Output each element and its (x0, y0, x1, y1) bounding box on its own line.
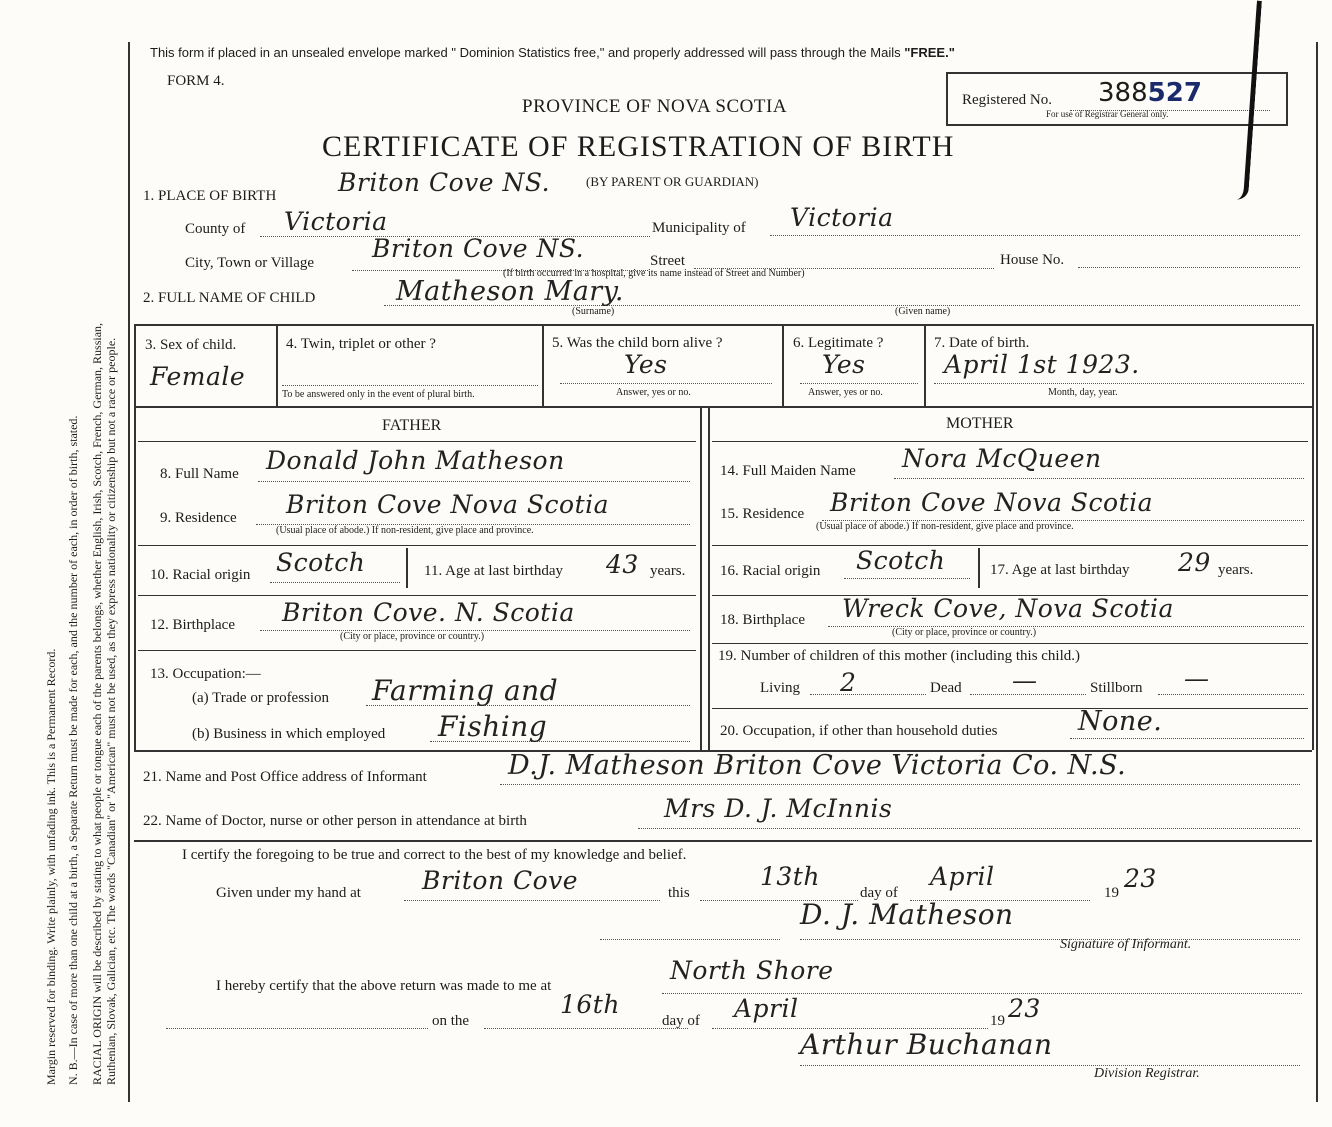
father-birthplace-value: Briton Cove. N. Scotia (282, 598, 575, 627)
twin-label: 4. Twin, triplet or other ? (286, 336, 436, 352)
mother-res-note: (Usual place of abode.) If non-resident, give place and province. (816, 521, 1074, 532)
occupation-label: 13. Occupation:— (150, 666, 261, 682)
house-label: House No. (1000, 252, 1065, 268)
mother-age-value: 29 (1178, 548, 1211, 577)
given-note: (Given name) (895, 306, 951, 317)
father-res-note: (Usual place of abode.) If non-resident, give place and province. (276, 525, 534, 536)
living-value: 2 (840, 668, 857, 697)
city-value: Briton Cove NS. (372, 234, 585, 263)
alive-label: 5. Was the child born alive ? (552, 335, 723, 351)
registrar-note: For use of Registrar General only. (1046, 109, 1169, 119)
province-heading: PROVINCE OF NOVA SCOTIA (522, 96, 788, 117)
municipality-value: Victoria (790, 203, 894, 232)
registrar-place: North Shore (670, 956, 834, 985)
dead-label: Dead (930, 680, 962, 696)
registrar-day: 16th (560, 990, 620, 1019)
on-the-label: on the (432, 1013, 470, 1029)
mother-birthplace-label: 18. Birthplace (720, 612, 805, 628)
date-note: Month, day, year. (1048, 387, 1118, 398)
mother-birthplace-value: Wreck Cove, Nova Scotia (842, 594, 1174, 623)
given-day: 13th (760, 862, 820, 891)
living-label: Living (760, 680, 800, 696)
given-label: Given under my hand at (216, 885, 361, 901)
margin-note-1: Margin reserved for binding. Write plainly, with unfading ink. This is a Permanent Record. (44, 648, 58, 1085)
city-label: City, Town or Village (185, 255, 315, 271)
trade-label: (a) Trade or profession (192, 690, 330, 706)
registered-number: 388527 (1098, 78, 1202, 108)
legit-value: Yes (822, 350, 866, 379)
trade-value: Farming and (372, 674, 559, 707)
father-racial-value: Scotch (276, 548, 366, 577)
mother-res-value: Briton Cove Nova Scotia (830, 488, 1154, 517)
children-label: 19. Number of children of this mother (including this child.) (718, 648, 1081, 664)
registrar-signature: Arthur Buchanan (800, 1028, 1053, 1061)
mother-name-label: 14. Full Maiden Name (720, 463, 856, 479)
mother-name-value: Nora McQueen (902, 444, 1102, 473)
twin-note: To be answered only in the event of plural birth. (282, 389, 475, 400)
right-border (1316, 42, 1318, 1102)
sex-value: Female (150, 362, 246, 391)
stillborn-label: Stillborn (1090, 680, 1143, 696)
informant-signature: D. J. Matheson (800, 898, 1014, 931)
registrar-year: 23 (1008, 994, 1041, 1023)
doctor-value: Mrs D. J. McInnis (664, 794, 893, 823)
place-value: Briton Cove NS. (338, 168, 551, 197)
hospital-note: (If birth occurred in a hospital, give its name instead of Street and Number) (503, 268, 805, 279)
given-year-prefix: 19 (1104, 885, 1119, 901)
father-age-label: 11. Age at last birthday (424, 563, 563, 579)
place-label: 1. PLACE OF BIRTH (143, 188, 277, 204)
registrar-caption: Division Registrar. (1094, 1066, 1200, 1081)
mail-note: This form if placed in an unsealed envelope marked " Dominion Statistics free," and properly addressed will pass through the Mails "FREE." (150, 45, 955, 60)
legit-note: Answer, yes or no. (808, 387, 883, 398)
mother-age-label: 17. Age at last birthday (990, 562, 1130, 578)
dead-value: — (1012, 666, 1038, 695)
stillborn-value: — (1184, 664, 1210, 693)
father-name-value: Donald John Matheson (266, 446, 565, 475)
child-name-label: 2. FULL NAME OF CHILD (143, 290, 316, 306)
margin-note-3: RACIAL ORIGIN will be described by stating to what people or tongue each of the parents belongs, whether English, Irish, Scotch, French, German, Russian, (90, 322, 104, 1085)
registered-label: Registered No. (962, 92, 1052, 108)
certificate-title: CERTIFICATE OF REGISTRATION OF BIRTH (322, 130, 955, 163)
county-label: County of (185, 221, 246, 237)
business-label: (b) Business in which employed (192, 726, 386, 742)
margin-note-4: Ruthenian, Slovak, Galician, etc. The words "Canadian" or "American" must not be used, as they express nationality or citizenship but not a race or people. (104, 337, 118, 1085)
margin-rule (128, 42, 130, 1102)
date-label: 7. Date of birth. (934, 335, 1030, 351)
father-res-label: 9. Residence (160, 510, 237, 526)
business-value: Fishing (438, 710, 548, 743)
father-res-value: Briton Cove Nova Scotia (286, 490, 610, 519)
mother-racial-value: Scotch (856, 546, 946, 575)
doctor-label: 22. Name of Doctor, nurse or other person in attendance at birth (143, 813, 527, 829)
registrar-text: I hereby certify that the above return was made to me at (216, 978, 552, 994)
informant-label: 21. Name and Post Office address of Informant (143, 769, 427, 785)
street-label: Street (650, 253, 685, 269)
father-birthplace-note: (City or place, province or country.) (340, 631, 485, 642)
father-birthplace-label: 12. Birthplace (150, 617, 235, 633)
father-name-label: 8. Full Name (160, 466, 239, 482)
county-value: Victoria (284, 207, 388, 236)
sex-label: 3. Sex of child. (145, 337, 237, 353)
father-age-value: 43 (606, 550, 639, 579)
mother-heading: MOTHER (946, 415, 1014, 432)
mother-years: years. (1218, 562, 1254, 578)
child-name-value: Matheson Mary. (396, 276, 624, 307)
informant-value: D.J. Matheson Briton Cove Victoria Co. N.S. (508, 750, 1127, 781)
margin-note-2: N. B.—In case of more than one child at a birth, a Separate Return must be made for each, and the number of each, in order of birth, stated. (66, 415, 80, 1085)
mother-racial-label: 16. Racial origin (720, 563, 821, 579)
date-value: April 1st 1923. (944, 350, 1140, 379)
this-label: this (668, 885, 690, 901)
by-parent-note: (BY PARENT OR GUARDIAN) (586, 174, 759, 189)
father-years: years. (650, 563, 686, 579)
alive-note: Answer, yes or no. (616, 387, 691, 398)
given-place: Briton Cove (422, 866, 579, 895)
mother-birthplace-note: (City or place, province or country.) (892, 627, 1037, 638)
father-racial-label: 10. Racial origin (150, 567, 251, 583)
registrar-month: April (734, 994, 799, 1023)
legit-label: 6. Legitimate ? (793, 335, 884, 351)
father-heading: FATHER (382, 417, 442, 434)
form-number: FORM 4. (167, 73, 225, 89)
informant-sig-caption: Signature of Informant. (1060, 937, 1192, 952)
given-month: April (930, 862, 995, 891)
municipality-label: Municipality of (652, 220, 746, 236)
mother-occ-value: None. (1078, 706, 1163, 737)
surname-note: (Surname) (572, 306, 615, 317)
registrar-year-prefix: 19 (990, 1013, 1005, 1029)
registrar-day-label: day of (662, 1013, 700, 1029)
certify-text: I certify the foregoing to be true and correct to the best of my knowledge and belief. (182, 847, 687, 863)
alive-value: Yes (624, 350, 668, 379)
mother-res-label: 15. Residence (720, 506, 805, 522)
given-day-label: day of (860, 885, 898, 901)
mother-occ-label: 20. Occupation, if other than household duties (720, 723, 998, 739)
given-year: 23 (1124, 864, 1157, 893)
